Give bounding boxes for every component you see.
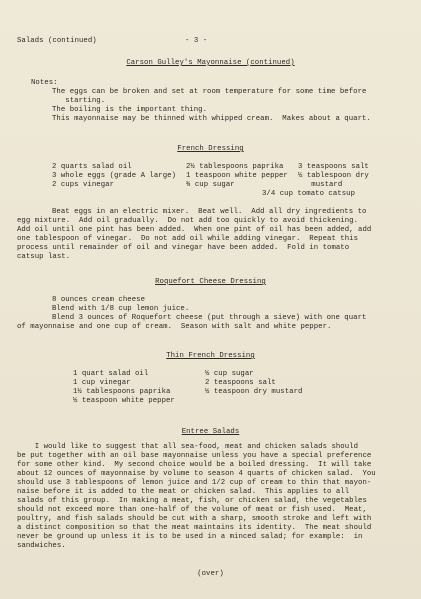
recipe-line: 8 ounces cream cheese bbox=[52, 296, 146, 304]
entree-title: Entree Salads bbox=[181, 428, 240, 436]
ingredient: mustard bbox=[298, 181, 343, 189]
paragraph-line: salads of this group. In making a meat, fish, or chicken salad, the vegetables bbox=[17, 497, 367, 505]
notes-label: Notes: bbox=[31, 79, 58, 87]
ingredient: 2 teaspoons salt bbox=[205, 379, 276, 387]
paragraph-line: about 12 ounces of mayonnaise by volume to season 4 quarts of chicken salad. You bbox=[17, 470, 376, 478]
paragraph-line: should not exceed more than one-half of the volume of meat or fish used. Meat, bbox=[17, 506, 367, 514]
paragraph-line: poultry, and fish salads should be cut with a sharp, smooth stroke and left with bbox=[17, 515, 372, 523]
section-header: Salads (continued) bbox=[17, 37, 97, 45]
ingredient: ½ tablespoon dry bbox=[298, 172, 369, 180]
recipe-line: Blend 3 ounces of Roquefort cheese (put through a sieve) with one quart bbox=[52, 314, 367, 322]
paragraph-line: a distinct composition so that the meat maintains its identity. The meat should bbox=[17, 524, 372, 532]
thin-french-title: Thin French Dressing bbox=[166, 352, 255, 360]
ingredient: 2 cups vinegar bbox=[52, 181, 115, 189]
ingredient: 3 teaspoons salt bbox=[298, 163, 369, 171]
recipe-line: of mayonnaise and one cup of cream. Season with salt and white pepper. bbox=[17, 323, 332, 331]
note-line: The eggs can be broken and set at room temperature for some time before bbox=[52, 88, 367, 96]
page-footer: (over) bbox=[197, 570, 224, 578]
carson-title: Carson Gulley's Mayonnaise (continued) bbox=[126, 59, 295, 67]
page-number: - 3 - bbox=[185, 37, 208, 45]
ingredient: ¾ cup sugar bbox=[186, 181, 235, 189]
french-title: French Dressing bbox=[177, 145, 244, 153]
roquefort-title: Roquefort Cheese Dressing bbox=[155, 278, 266, 286]
method-line: one tablespoon of vinegar. Do not add oil while adding vinegar. Repeat this bbox=[17, 235, 359, 243]
note-line: This mayonnaise may be thinned with whipped cream. Makes about a quart. bbox=[52, 115, 371, 123]
ingredient: ½ teaspoon white pepper bbox=[73, 397, 175, 405]
method-line: Add oil until one pint has been added. When one pint of oil has been added, add bbox=[17, 226, 372, 234]
note-line: starting. bbox=[52, 97, 106, 105]
method-line: Beat eggs in an electric mixer. Beat well. Add all dry ingredients to bbox=[52, 208, 367, 216]
ingredient: ½ teaspoon dry mustard bbox=[205, 388, 303, 396]
paragraph-line: sandwiches. bbox=[17, 542, 66, 550]
ingredient: 1 cup vinegar bbox=[73, 379, 131, 387]
note-line: The boiling is the important thing. bbox=[52, 106, 208, 114]
ingredient: 3 whole eggs (grade A large) bbox=[52, 172, 177, 180]
paragraph-line: naise before it is added to the meat or chicken salad. This applies to all bbox=[17, 488, 350, 496]
ingredient: 3/4 cup tomato catsup bbox=[262, 190, 356, 198]
ingredient: 1½ tablespoons paprika bbox=[73, 388, 171, 396]
method-line: catsup last. bbox=[17, 253, 71, 261]
recipe-line: Blend with 1/8 cup lemon juice. bbox=[52, 305, 190, 313]
paragraph-line: should use 3 tablespoons of lemon juice and 1/2 cup of cream to thin that mayon- bbox=[17, 479, 372, 487]
method-line: egg mixture. Add oil gradually. Do not add too quickly to avoid thickening. bbox=[17, 217, 359, 225]
paragraph-line: I would like to suggest that all sea-food, meat and chicken salads should bbox=[17, 443, 359, 451]
paragraph-line: for some other kind. My second choice would be a boiled dressing. It will take bbox=[17, 461, 372, 469]
ingredient: 2 quarts salad oil bbox=[52, 163, 132, 171]
ingredient: 1 quart salad oil bbox=[73, 370, 149, 378]
ingredient: 2½ tablespoons paprika bbox=[186, 163, 284, 171]
ingredient: 1 teaspoon white pepper bbox=[186, 172, 288, 180]
paragraph-line: be put together with an oil base mayonnaise unless you have a special preference bbox=[17, 452, 372, 460]
method-line: process until remainder of oil and vinegar have been added. Fold in tomato bbox=[17, 244, 350, 252]
ingredient: ½ cup sugar bbox=[205, 370, 254, 378]
paragraph-line: never be ground up unless it is to be used in a minced salad; for example: in bbox=[17, 533, 363, 541]
